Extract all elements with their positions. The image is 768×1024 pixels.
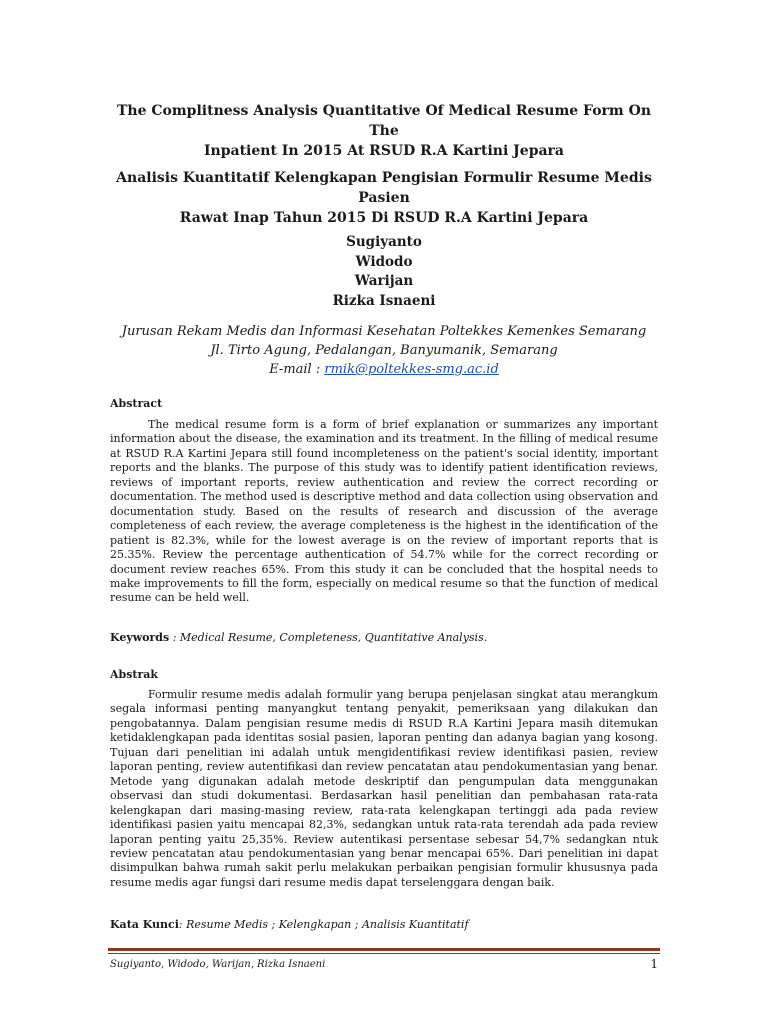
footer-rule-thick — [108, 948, 660, 951]
email-link[interactable]: rmik@poltekkes-smg.ac.id — [324, 362, 499, 377]
title-english — [100, 101, 668, 161]
abstrak-heading: Abstrak — [110, 668, 159, 681]
keywords — [110, 630, 658, 645]
keywords-value: : Medical Resume, Completeness, Quantitative Analysis. — [169, 631, 488, 644]
author-name: Rizka Isnaeni — [332, 292, 436, 309]
author-name: Sugiyanto — [346, 234, 422, 250]
kata-kunci — [110, 917, 658, 932]
affiliation — [100, 322, 668, 379]
title-english-line-2: Inpatient In 2015 At RSUD R.A Kartini Jepara — [203, 143, 565, 159]
affiliation-address: Jl. Tirto Agung, Pedalangan, Banyumanik, Semarang — [210, 343, 558, 358]
abstrak-body: Formulir resume medis adalah formulir yang berupa penjelasan singkat atau merangkum segala informasi penting manyangkut tentang penyakit, pemeriksaan yang dilakukan dan pengobatannya. Dalam pengisian resume medis di RSUD R.A Kartini Jepara masih ditemukan ketidaklengkapan pada identitas sosial pasien, laporan penting dan adanya bagian yang kosong. Tujuan dari penelitian ini adalah untuk mengidentifikasi review identifikasi pasien, review laporan penting, review autentifikasi dan review pencatatan atau pendokumentasian yang benar. Metode yang digunakan adalah metode deskriptif dan pengumpulan data menggunakan observasi dan studi dokumentasi. Berdasarkan hasil penelitian dan pembahasan rata-rata kelengkapan dari masing-masing review, rata-rata kelengkapan tertinggi ada pada review identifikasi pasien yaitu mencapai 82,3%, sedangkan untuk rata-rata terendah ada pada review laporan penting yaitu 25,35%. Review autentikasi persentase sebesar 54,7% sedangkan ntuk review pencatatan atau pendokumentasian yang benar mencapai 65%. Dari penelitian ini dapat disimpulkan bahwa rumah sakit perlu melakukan perbaikan pengisian formulir khususnya pada resume medis agar fungsi dari resume medis dapat terselenggara dengan baik. — [110, 688, 658, 889]
footer-rule-thin — [108, 953, 660, 954]
affiliation-email-line — [100, 360, 668, 379]
abstract-heading: Abstract — [110, 397, 163, 410]
author-name: Warijan — [354, 273, 414, 289]
title-indonesian-line-2: Rawat Inap Tahun 2015 Di RSUD R.A Kartini Jepara — [179, 210, 589, 226]
affiliation-department: Jurusan Rekam Medis dan Informasi Kesehatan Poltekkes Kemenkes Semarang — [121, 324, 647, 339]
kata-kunci-value: : Resume Medis ; Kelengkapan ; Analisis Kuantitatif — [178, 918, 469, 931]
abstract-body: The medical resume form is a form of brief explanation or summarizes any important information about the disease, the examination and its treatment. In the filling of medical resume at RSUD R.A Kartini Jepara still found incompleteness on the patient's social identity, important reports and the blanks. The purpose of this study was to identify patient identification reviews, reviews of important reports, review authentication and review the correct recording or documentation. The method used is descriptive method and data collection using observation and documentation study. Based on the results of research and discussion of the average completeness of each review, the average completeness is the highest in the identification of the patient is 82.3%, while for the lowest average is on the review of important reports that is 25.35%. Review the percentage authentication of 54.7% while for the correct recording or document review reaches 65%. From this study it can be concluded that the hospital needs to make improvements to fill the form, especially on medical resume so that the function of medical resume can be held well. — [110, 418, 658, 605]
author-list — [100, 233, 668, 311]
author-name: Widodo — [355, 253, 413, 270]
kata-kunci-label: Kata Kunci — [110, 918, 179, 931]
title-english-line-1: The Complitness Analysis Quantitative Of Medical Resume Form On The — [117, 103, 651, 139]
title-indonesian-line-1: Analisis Kuantitatif Kelengkapan Pengisian Formulir Resume Medis Pasien — [116, 170, 652, 206]
title-indonesian — [100, 168, 668, 228]
keywords-label: Keywords — [110, 631, 170, 644]
email-label: E-mail : — [269, 362, 325, 377]
page-number: 1 — [650, 957, 658, 971]
footer-authors: Sugiyanto, Widodo, Warijan, Rizka Isnaeni — [110, 959, 326, 970]
